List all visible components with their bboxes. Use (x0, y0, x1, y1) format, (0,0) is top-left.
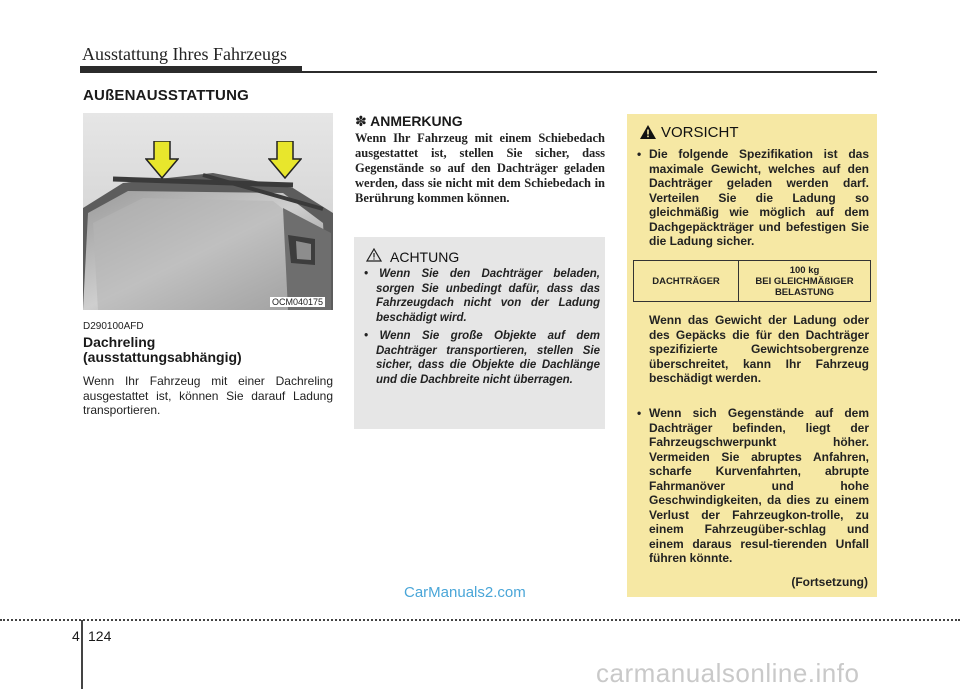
arrow-down-icon (145, 141, 179, 179)
note-text: Wenn Ihr Fahrzeug mit einem Schiebedach ausgestattet ist, stellen Sie sicher, dass Gegenstände so auf den Dachträger geladen werden, dass sie nicht mit dem Schiebedach in Berührung kommen können. (355, 131, 605, 205)
bullet: • (637, 147, 642, 161)
roof-rack-photo (83, 113, 333, 310)
list-item-continuation: Wenn das Gewicht der Ladung oder des Gepäcks die für den Dachträger spezifizierte Gewichtsobergrenze überschreitet, kann Ihr Fahrzeug beschädigt werden. (649, 313, 869, 385)
vorsicht-box (627, 114, 877, 597)
page-number: 124 (88, 628, 112, 644)
achtung-list (364, 267, 600, 391)
note-heading: ✽ ANMERKUNG (355, 113, 463, 129)
table-cell-label: DACHTRÄGER (634, 261, 739, 302)
subsection-title (83, 335, 335, 365)
title-line: Dachreling (83, 334, 156, 350)
photo-code: OCM040175 (272, 297, 324, 307)
watermark-text: carmanualsonline.info (596, 658, 860, 688)
table-cell-value (739, 261, 871, 302)
warning-triangle-icon (639, 124, 657, 140)
footer-divider (81, 620, 83, 689)
section-title: AUßENAUSSTATTUNG (83, 87, 249, 104)
list-item: • Wenn Sie große Objekte auf dem Dachträger transportieren, stellen Sie sicher, dass die Objekte die Dachlänge und die Dachbreite nicht überragen. (364, 330, 600, 386)
list-item-text: Wenn sich Gegenstände auf dem Dachträger befinden, liegt der Fahrzeugschwerpunkt höher. Vermeiden Sie abruptes Anfahren, scharfe Kurvenfahrten, abrupte Fahrmanöver und hohe Geschwindigkeiten, da dies zu einem Verlust der Fahrzeugkon-trolle, zu einem Fahrzeugüber-schlag und einem daraus resul-tierenden Unfall führen könnte. (649, 406, 869, 565)
chapter-title: Ausstattung Ihres Fahrzeugs (82, 44, 287, 64)
list-item (637, 406, 869, 566)
body-text: Wenn Ihr Fahrzeug mit einer Dachreling ausgestattet ist, können Sie darauf Ladung transportieren. (83, 374, 333, 417)
chapter-number: 4 (72, 628, 80, 644)
warning-triangle-icon (366, 248, 382, 262)
list-item: • Wenn Sie den Dachträger beladen, sorgen Sie unbedingt dafür, dass das Fahrzeugdach nicht von der Ladung beschädigt wird. (364, 268, 600, 324)
continued-label: (Fortsetzung) (791, 575, 868, 589)
load-spec-table (633, 260, 871, 302)
value-line: BEI GLEICHMÄßIGER (755, 275, 854, 287)
achtung-box (354, 237, 605, 429)
bullet: • (637, 406, 642, 420)
watermark-link[interactable]: CarManuals2.com (404, 584, 526, 601)
list-item-text: Die folgende Spezifikation ist das maximale Gewicht, welches auf den Dachträger geladen werden darf. Verteilen Sie die Ladung so gleichmäßig wie möglich auf dem Dachgepäckträger und befestigen Sie die Ladung sicher. (649, 147, 869, 248)
title-line: (ausstattungsabhängig) (83, 349, 242, 365)
value-line: BELASTUNG (774, 286, 835, 298)
list-item (637, 147, 869, 249)
reference-code: D290100AFD (83, 321, 144, 332)
value-line: 100 kg (789, 264, 820, 276)
footer-rule (0, 619, 960, 621)
vorsicht-heading: VORSICHT (661, 124, 739, 141)
header-rule (80, 71, 877, 73)
achtung-heading: ACHTUNG (390, 249, 460, 265)
arrow-down-icon (268, 141, 302, 179)
